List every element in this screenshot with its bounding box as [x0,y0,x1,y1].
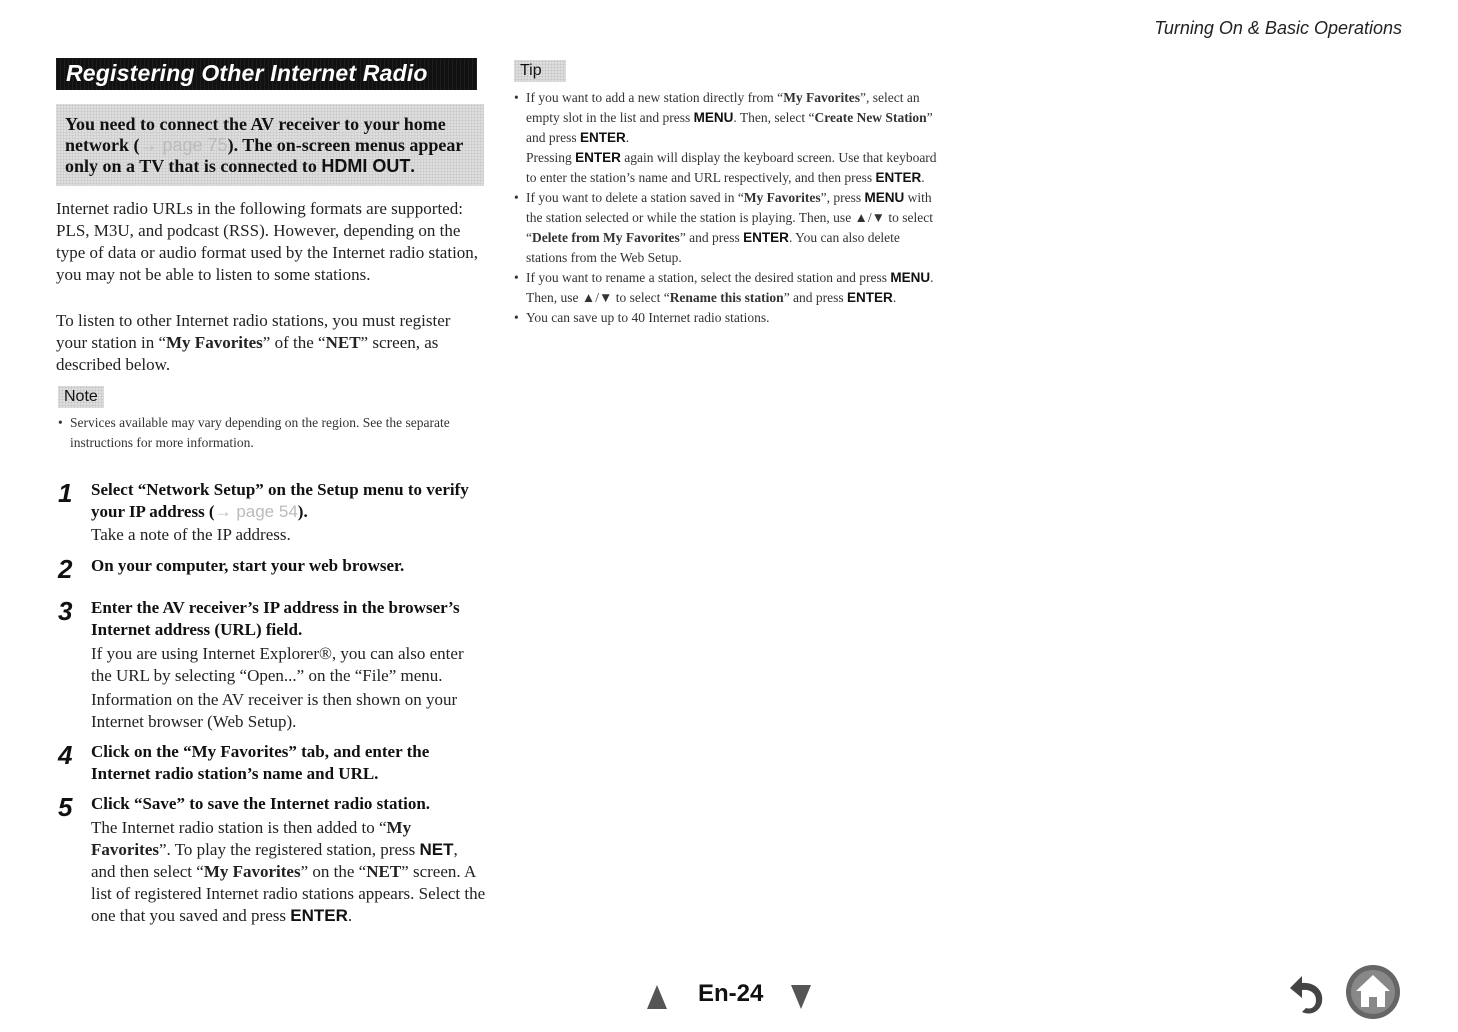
formats-paragraph: Internet radio URLs in the following formats are supported: PLS, M3U, and podcast (RSS). However, depending on the type of data or audio format used by the Internet radio station, you may not be able to listen to some stations. [56,199,479,284]
step-5-body: The Internet radio station is then added to “My Favorites”. To play the registered station, press NET, and then select “My Favorites” on the “NET” screen. A list of registered Internet radio stations appears. Select the one that you saved and press ENTER. [91,818,486,925]
page-number: En-24 [698,980,764,1007]
tip-item-add: • If you want to add a new station directly from “My Favorites”, select an empty slot in the list and press MENU. Then, select “Create New Station” and press ENTER. Pressing ENTER again will display the keyboard screen. Use that keyboard to enter the station’s name and URL respectively, and then press ENTER. [514,88,944,188]
step-3-body-2: Information on the AV receiver is then shown on your Internet browser (Web Setup). [91,690,458,731]
next-page-icon[interactable] [790,984,812,1010]
tip-item-rename: • If you want to rename a station, select the desired station and press MENU. Then, use ▲/▼ to select “Rename this station” and press ENTER. [514,268,944,308]
step-3-body-1: If you are using Internet Explorer®, you can also enter the URL by selecting “Open...” on the “File” menu. [91,644,464,685]
step-3-heading: Enter the AV receiver’s IP address in the browser’s Internet address (URL) field. [91,598,460,639]
step-4-heading: Click on the “My Favorites” tab, and enter the Internet radio station’s name and URL. [91,742,430,783]
step-3-number: 3 [58,596,73,626]
page-75-link[interactable]: → page 75 [139,135,228,155]
step-4-number: 4 [58,740,73,770]
intro-notice-text: You need to connect the AV receiver to your home network (→ page 75). The on-screen menus appear only on a TV that is connected to HDMI OUT. [65,114,464,176]
section-title: Registering Other Internet Radio [66,60,428,86]
step-1-heading: Select “Network Setup” on the Setup menu to verify your IP address (→ page 54). [91,480,469,521]
tip-list [514,88,944,328]
previous-page-icon[interactable] [646,984,668,1010]
note-label: Note [58,386,104,408]
step-2-number: 2 [58,554,73,584]
running-header: Turning On & Basic Operations [1154,18,1402,38]
section-title-bar [56,58,477,90]
step-1-number: 1 [58,478,73,508]
back-arrow-icon[interactable] [1280,968,1330,1018]
home-icon[interactable] [1343,962,1403,1022]
tip-label: Tip [514,60,566,82]
step-2-heading: On your computer, start your web browser. [91,556,405,575]
intro-notice-box [56,104,484,186]
register-paragraph: To listen to other Internet radio stations, you must register your station in “My Favorites” of the “NET” screen, as described below. [56,311,451,374]
tip-item-capacity: • You can save up to 40 Internet radio stations. [514,308,944,328]
note-text: • Services available may vary depending on the region. See the separate instructions for more information. [58,413,490,453]
page-54-link[interactable]: → page 54 [214,502,298,521]
step-5-number: 5 [58,792,73,822]
step-1-body: Take a note of the IP address. [91,525,291,544]
tip-item-delete: • If you want to delete a station saved in “My Favorites”, press MENU with the station selected or while the station is playing. Then, use ▲/▼ to select “Delete from My Favorites” and press ENTER. You can also delete stations from the Web Setup. [514,188,944,268]
step-5-heading: Click “Save” to save the Internet radio station. [91,794,431,813]
